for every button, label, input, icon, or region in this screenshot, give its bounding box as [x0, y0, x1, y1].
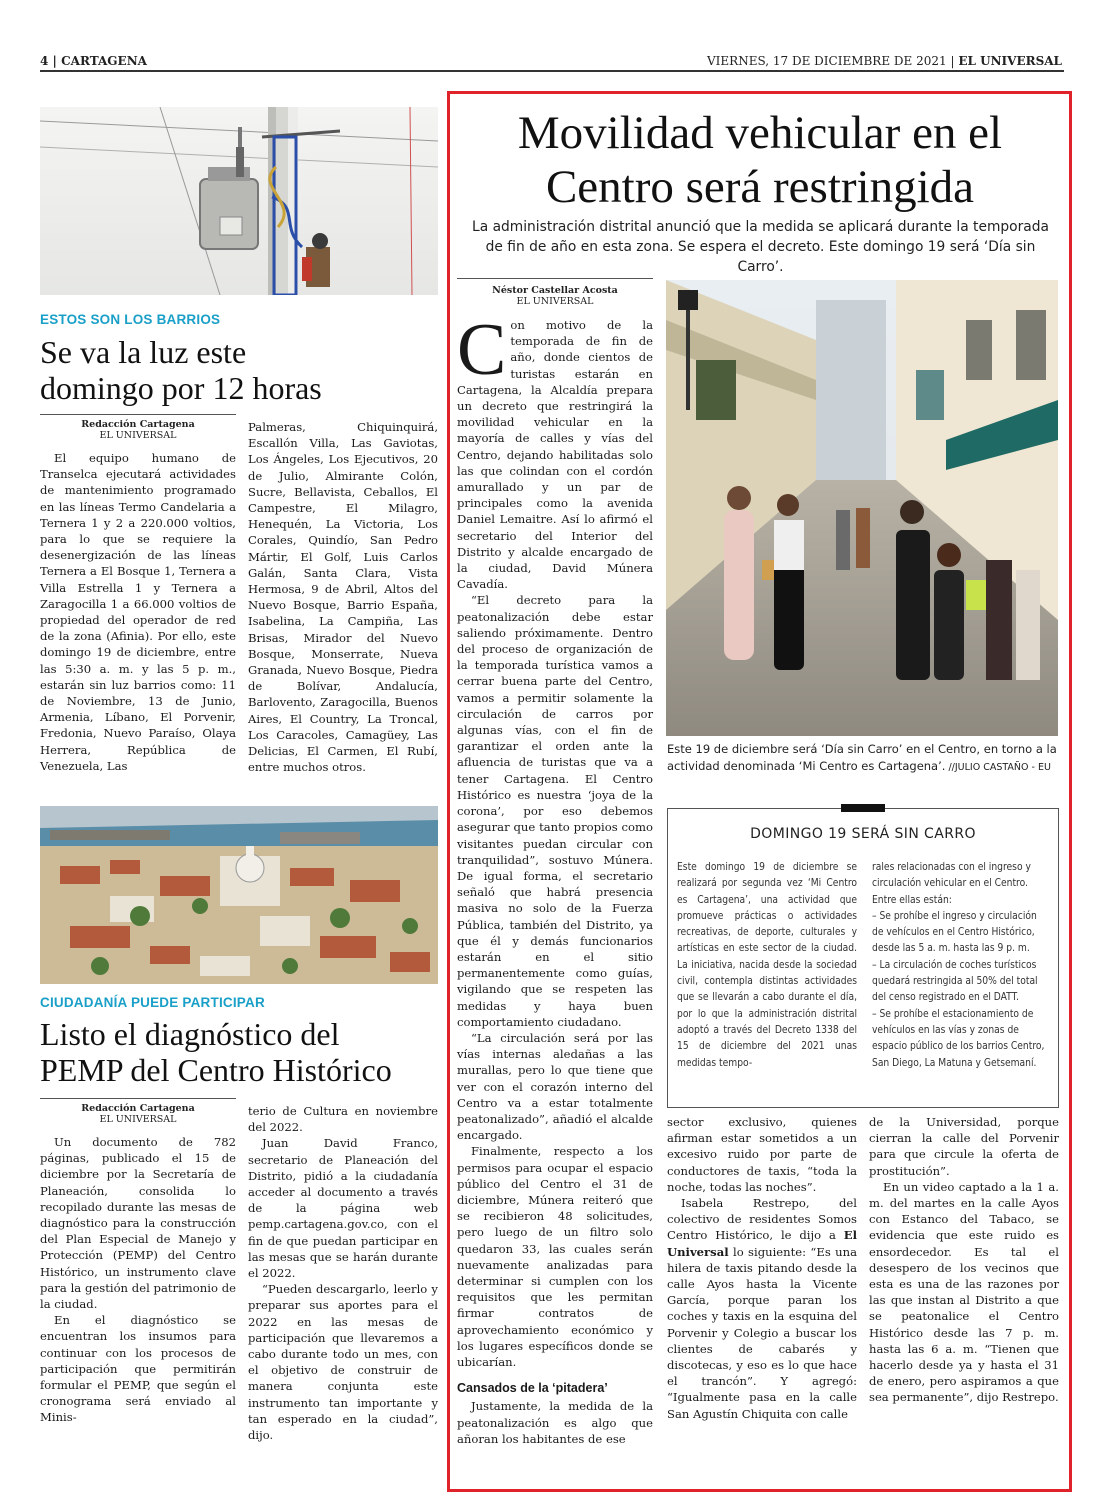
story2-author: Redacción Cartagena: [81, 1103, 195, 1114]
main-headline-line2: Centro será restringida: [545, 161, 975, 213]
story1-headline-line1: Se va la luz este: [40, 334, 247, 370]
newspaper-mention: El Universal: [667, 1228, 857, 1259]
page-number: 4: [40, 54, 49, 68]
page-header-left: [40, 54, 147, 68]
story2-author-org: EL UNIVERSAL: [99, 1114, 177, 1125]
story2-headline-line2: PEMP del Centro Histórico: [40, 1052, 392, 1088]
photo-credit: //JULIO CASTAÑO - EU: [945, 762, 1051, 773]
story2-byline: [40, 1103, 236, 1125]
sidebar-paragraph-continued: rales relacionadas con el ingreso y circulación vehicular en el Centro.: [872, 862, 1031, 890]
main-paragraph: Justamente, la medida de la peatonalización es algo que añoran los habitantes de ese: [457, 1399, 653, 1446]
main-author-org: EL UNIVERSAL: [516, 296, 594, 307]
main-column-3: [869, 1114, 1059, 1406]
main-byline: [457, 285, 653, 307]
main-paragraph: [667, 1195, 857, 1422]
story1-paragraph-continued: Palmeras, Chiquinquirá, Escallón Villa, Las Gaviotas, Los Ángeles, Los Ejecutivos, 20 de Julio, Almirante Colón, Sucre, Bellavista, Ceballos, El Campestre, El Milagro, Henequén, La Victoria, Los Corales, Quindío, San Pedro Mártir, El Golf, Luis Carlos Galán, Santa Clara, Vista Hermosa, 9 de Abril, Altos del Nuevo Bosque, Barrio España, Isabelina, La Campiña, Las Brisas, Mirador del Nuevo Bosque, Monserrate, Nueva Granada, Nuevo Bosque, Piedra de Bolívar, Andalucía, Barlovento, Zaragocilla, Buenos Aires, El Country, La Troncal, Los Caracoles, Camagüey, Las Delicias, El Carmen, El Rubí, entre muchos otros.: [248, 420, 438, 775]
story2-column-2: [248, 1103, 438, 1443]
main-headline-line1: Movilidad vehicular en el: [517, 107, 1003, 159]
newspaper-name: EL UNIVERSAL: [958, 54, 1062, 68]
story2-byline-rule: [40, 1098, 236, 1099]
photo-caption: [667, 741, 1057, 776]
sidebar-column-right: [872, 860, 1050, 1072]
photo-street-scene: [666, 280, 1058, 736]
story2-paragraph: En el diagnóstico se encuentran los insumos para continuar con los procesos de participación que permitirán formular el PEMP, que según el cronograma será enviado al Minis-: [40, 1313, 236, 1425]
photo-aerial-historic-center: [40, 806, 438, 984]
sidebar-column-left: [677, 860, 857, 1072]
main-deck: La administración distrital anunció que la medida se aplicará durante la temporada de fin de año en esta zona. Se espera el decreto. Este domingo 19 será ‘Día sin Carro’.: [472, 219, 1049, 275]
main-author: Néstor Castellar Acosta: [492, 285, 618, 296]
story2-paragraph: “Pueden descargarlo, leerlo y preparar sus aportes para el 2022 en las mesas de participación que llevaremos a cabo durante todo un mes, con el objetivo de construir de manera conjunta este instrumento tan importante y tan esperado en la ciudad”, dijo.: [248, 1282, 438, 1443]
sidebar-list-item: – Se prohíbe el estacionamiento de vehículos en las vías y zonas de espacio público de los barrios Centro, San Diego, La Matuna y Getsemaní.: [872, 1008, 1045, 1069]
story1-column-2: [248, 419, 438, 775]
story2-paragraph: Un documento de 782 páginas, publicado el 15 de diciembre por la Secretaría de Planeación, consolida lo recopilado durante las mesas de diagnóstico para la construcción del Plan Especial de Manejo y Protección (PEMP) del Centro Histórico, un instrumento clave para la gestión del patrimonio de la ciudad.: [40, 1135, 236, 1312]
story1-byline: [40, 419, 236, 441]
main-paragraph: “El decreto para la peatonalización debe estar saliendo próximamente. Dentro del proceso de organización de la temporada turística vamos a cerrar buena parte del Centro, vamos a permitir solamente la circulación de carros por algunas vías, con el fin de garantizar el orden ante la afluencia de turistas que va a tener Cartagena. El Centro Histórico es nuestra ‘joya de la corona’, por eso debemos asegurar que tanto propios como visitantes puedan circular con tranquilidad”, sostuvo Múnera. De igual forma, el secretario señaló que habrá presencia masiva no solo de la Fuerza Pública, también del Distrito, ya que él y demás funcionarios estarán en el sitio permanentemente como guías, vigilando que se respeten las medidas y haya buen comportamiento ciudadano.: [457, 593, 653, 1029]
story1-kicker: ESTOS SON LOS BARRIOS: [40, 312, 221, 327]
story2-paragraph-continued: terio de Cultura en noviembre del 2022.: [248, 1104, 438, 1135]
story1-byline-rule: [40, 414, 236, 415]
story2-column-1: [40, 1134, 236, 1426]
main-lead-paragraph: [457, 309, 653, 592]
main-text-run: Isabela Restrepo, del colectivo de residentes Somos Centro Histórico, le dijo a: [667, 1196, 857, 1243]
main-paragraph: “La circulación será por las vías internas aledañas a las murallas, pero lo que tiene que ver con el corazón interno del Centro va a estar totalmente peatonalizado”, añadió el alcalde encargado.: [457, 1030, 653, 1143]
main-text-run: lo siguiente: “Es una hilera de taxis pitando desde la calle Ayos hasta la Vicente García, porque paran los coches y taxis en la esquina del Porvenir y Colegio a buscar los clientes de cabarés y discotecas, y eso es lo que hace el trancón”. Y agregó: “Igualmente pasa en la calle San Agustín Chiquita con calle: [667, 1244, 857, 1421]
main-column-2: [667, 1114, 857, 1422]
photo-utility-pole: [40, 107, 438, 295]
story2-kicker: CIUDADANÍA PUEDE PARTICIPAR: [40, 995, 265, 1010]
sidebar-paragraph: Este domingo 19 de diciembre se realizará por segunda vez ‘Mi Centro es Cartagena’, una actividad que promueve prácticas o actividades recreativas, de deporte, culturales y artísticas en este sector de la ciudad. La iniciativa, nacida desde la sociedad civil, contempla distintas actividades que se llevarán a cabo durante el día, por lo que la administración distrital adoptó a través del Decreto 1338 del 15 de diciembre del 2021 unas medidas tempo-: [677, 862, 857, 1069]
story2-headline: [40, 1016, 392, 1088]
drop-cap: C: [457, 309, 507, 391]
sidebar-list-item: – La circulación de coches turísticos quedará restringida al 50% del total del censo registrado en el DATT.: [872, 959, 1038, 1004]
main-paragraph: En un video captado a la 1 a. m. del martes en la calle Ayos con Estanco del Tabaco, se evidencia que este ruido es ensordecedor. Es tal el desespero de los vecinos que esta es una de las razones por las que instan al Distrito a que se peatonalice el Centro Histórico desde las 7 p. m. hasta las 6 a. m. “Tienen que hacerlo desde ya y hasta el 31 de enero, pero aspiramos a que sea permanente”, dijo Restrepo.: [869, 1179, 1059, 1405]
story1-headline: [40, 334, 322, 406]
story2-headline-line1: Listo el diagnóstico del: [40, 1016, 340, 1052]
story1-paragraph: El equipo humano de Transelca ejecutará actividades de mantenimiento programado en las líneas Termo Candelaria a Ternera 1 y 2 a 220.000 voltios, para lo que se requiere la desenergización de las líneas Ternera a El Bosque 1, Ternera a Villa Estrella 1 y Ternera a Zaragocilla 1 a 66.000 voltios de propiedad del operador de red de la zona (Afinia). Por ello, este domingo 19 de diciembre, entre las 5:30 a. m. y las 5 p. m., estarán sin luz barrios como: 11 de Noviembre, 13 de Junio, Armenia, Líbano, El Porvenir, Fredonia, Nuevo Paraíso, Olaya Herrera, República de Venezuela, Las: [40, 451, 236, 773]
main-subhead: Cansados de la ‘pitadera’: [457, 1381, 608, 1396]
main-byline-rule: [457, 278, 653, 279]
caption-text: Este 19 de diciembre será ‘Día sin Carro’ en el Centro, en torno a la actividad denominada ‘Mi Centro es Cartagena’.: [667, 742, 1057, 773]
sidebar-list-lead: Entre ellas están:: [872, 894, 952, 906]
issue-date: VIERNES, 17 DE DICIEMBRE DE 2021: [707, 54, 947, 68]
page-header-right: [707, 54, 1062, 68]
main-paragraph-continued: de la Universidad, porque cierran la calle del Porvenir para que circule la oferta de prostitución”.: [869, 1115, 1059, 1178]
sidebar-list-item: – Se prohíbe el ingreso y circulación de vehículos en el Centro Histórico, desde las 5 a. m. hasta las 9 p. m.: [872, 910, 1037, 955]
header-separator: |: [950, 54, 959, 68]
story1-author: Redacción Cartagena: [81, 419, 195, 430]
story1-headline-line2: domingo por 12 horas: [40, 370, 322, 406]
main-lead-text: on motivo de la temporada de fin de año, donde cientos de turistas estarán en Cartagena, la Alcaldía prepara un decreto que restringirá la movilidad vehicular en la mayoría de calles y vías del Centro, dejando habilitadas solo las que colindan con el cordón amurallado y un par de principales como la avenida Daniel Lemaitre. Así lo afirmó el secretario del Interior del Distrito y alcalde encargado de la ciudad, David Múnera Cavadía.: [457, 318, 653, 592]
story2-paragraph: Juan David Franco, secretario de Planeación del Distrito, pidió a la ciudadanía acceder al documento a través de la página web pemp.cartagena.gov.co, con el fin de que puedan participar en las mesas que se harán durante el 2022.: [248, 1136, 438, 1281]
main-headline: [450, 106, 1070, 214]
header-rule: [40, 70, 1064, 72]
section-name: CARTAGENA: [61, 54, 147, 68]
header-separator: |: [52, 54, 62, 68]
main-paragraph-continued: sector exclusivo, quienes afirman estar sometidos a un excesivo ruido por parte de conductores de taxis, “toda la noche, todas las noches”.: [667, 1115, 857, 1194]
sidebar-title: DOMINGO 19 SERÁ SIN CARRO: [750, 826, 976, 842]
sidebar-box-tab: [841, 804, 885, 812]
story1-author-org: EL UNIVERSAL: [99, 430, 177, 441]
story1-column-1: [40, 450, 236, 774]
main-column-1: [457, 309, 653, 1447]
main-paragraph: Finalmente, respecto a los permisos para ocupar el espacio público del Centro el 31 de diciembre, Múnera reiteró que se recibieron 48 solicitudes, pero luego de un filtro solo quedaron 33, las cuales serán nuevamente analizadas para determinar si cumplen con los requisitos que les permitan firmar contratos de aprovechamiento económico y los lugares específicos donde se ubicarían.: [457, 1144, 653, 1369]
